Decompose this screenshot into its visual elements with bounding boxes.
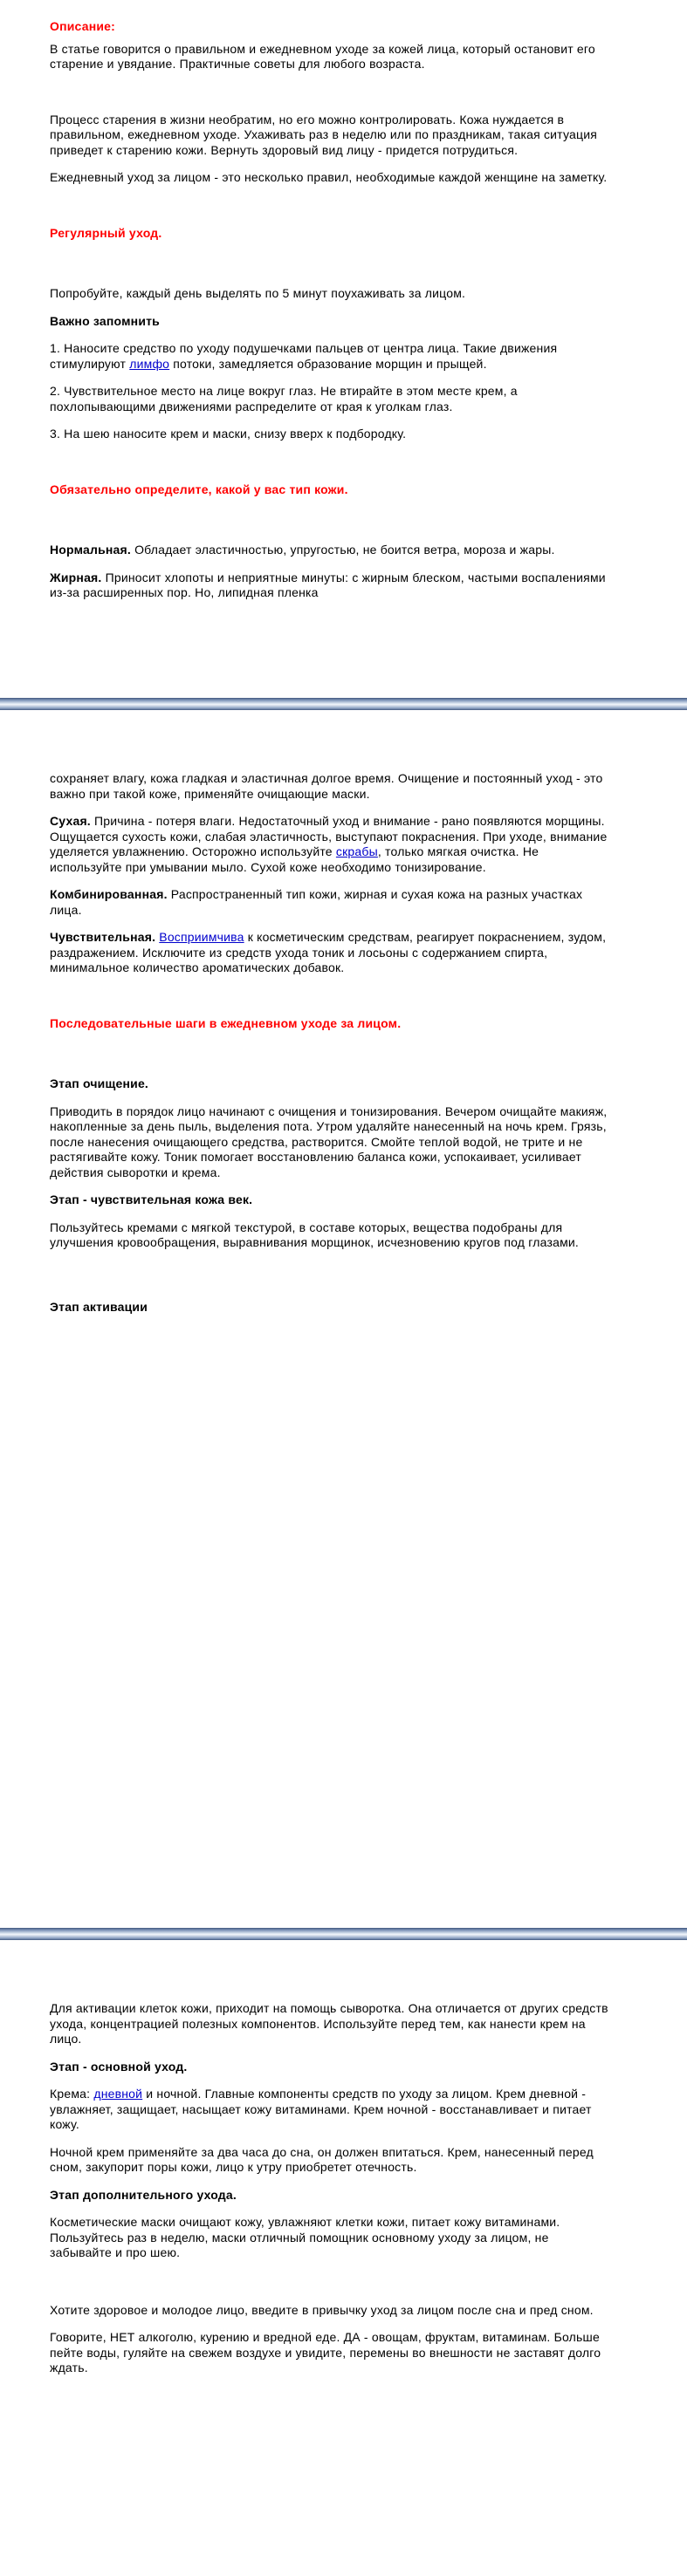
text-run: к косметическим средствам, реагирует покраснением, зудом, раздражением. Исключите из средств ухода тоник и лосьоны с содержанием спирта, минимальное количество ароматических добавок. [50,930,607,974]
subheading-stage-main-care [50,2060,614,2075]
subheading-stage-extra-care [50,2188,614,2204]
text-run: Этап активации [50,1299,148,1314]
text-run: потоки, замедляется образование морщин и прыщей. [169,356,487,371]
text-run: Хотите здоровое и молодое лицо, введите в привычку уход за лицом после сна и пред сном. [50,2302,594,2317]
text-run: Этап - основной уход. [50,2059,188,2074]
paragraph [50,2001,614,2047]
paragraph-skin-normal [50,543,614,558]
paragraph [50,2145,614,2176]
paragraph [50,42,614,72]
text-run: Приводить в порядок лицо начинают с очищения и тонизирования. Вечером очищайте макияж, накопленные за день пыль, выделения пота. Утром удаляйте нанесенный на ночь крем. Грязь, после нанесения очищающего средства, растворится. Смойте теплой водой, не трите и не растягивайте кожу. Тоник помогает восстановлению баланса кожи, успокаивает, усиливает действия сыворотки и крема. [50,1104,608,1179]
paragraph [50,771,614,802]
text-run-bold: Нормальная. [50,543,131,557]
text-run: Для активации клеток кожи, приходит на помощь сыворотка. Она отличается от других средств ухода, концентрацией полезных компонентов. Используйте перед тем, как нанести крем на лицо. [50,2001,608,2046]
text-run: Косметические маски очищают кожу, увлажняют клетки кожи, питает кожу витаминами. Пользуйтесь раз в неделю, маски отличный помощник основному уходу за лицом, не забывайте и про шею. [50,2215,560,2259]
text-run: Приносит хлопоты и неприятные минуты: с жирным блеском, частыми воспалениями из-за расширенных пор. Но, липидная пленка [50,570,606,599]
section-heading-skin-type [50,482,614,498]
paragraph [50,2215,614,2261]
paragraph-list-item-2 [50,384,614,414]
paragraph-skin-dry [50,814,614,875]
subheading-stage-eyelids [50,1192,614,1208]
paragraph-list-item-1 [50,341,614,372]
paragraph [50,1104,614,1181]
subheading-important [50,314,614,330]
paragraph [50,1220,614,1251]
text-run: Этап - чувствительная кожа век. [50,1192,253,1206]
paragraph [50,2303,614,2319]
text-run: Последовательные шаги в ежедневном уходе за лицом. [50,1015,402,1030]
description-heading [50,19,614,35]
text-run: Распространенный тип кожи, жирная и сухая кожа на разных участках лица. [50,887,583,917]
text-run-bold: Чувствительная. [50,930,160,944]
text-run: Этап очищение. [50,1076,149,1090]
section-heading-daily-steps [50,1016,614,1032]
paragraph-list-item-3 [50,427,614,442]
document-page-3 [0,1940,687,2576]
text-run-bold: Сухая. [50,814,91,828]
document-page-1 [0,0,687,698]
link-skraby[interactable]: скрабы [335,844,378,858]
text-run: , только мягкая очистка. Не используйте при умывании мыло. Сухой коже необходимо тонизирование. [50,844,539,874]
document-page-2 [0,710,687,1928]
link-vospriimchiva[interactable]: Восприимчива [159,930,244,944]
text-run-bold: Жирная. [50,570,102,584]
paragraph [50,170,614,186]
paragraph-creams [50,2087,614,2133]
text-run: 2. Чувствительное место на лице вокруг глаз. Не втирайте в этом месте крем, а похлопывающими движениями распределите от края к уголкам глаз. [50,384,518,413]
text-run: Крема: [50,2087,94,2101]
paragraph-skin-sensitive [50,930,614,976]
paragraph [50,286,614,302]
text-run: Ежедневный уход за лицом - это несколько правил, необходимые каждой женщине на заметку. [50,170,608,184]
link-limfo[interactable]: лимфо [129,356,170,371]
text-run: В статье говорится о правильном и ежедневном уходе за кожей лица, который остановит его старение и увядание. Практичные советы для любого возраста. [50,41,595,71]
page-separator [0,1928,687,1940]
text-run: Ночной крем применяйте за два часа до сна, он должен впитаться. Крем, нанесенный перед сном, закупорит поры кожи, лицо к утру приобретет отечность. [50,2144,594,2174]
text-run: и ночной. Главные компоненты средств по уходу за лицом. Крем дневной - увлажняет, защищает, насыщает кожу витаминами. Крем ночной - восстанавливает и питает кожу. [50,2087,592,2131]
section-heading-regular-care [50,226,614,242]
paragraph [50,113,614,159]
text-run: Причина - потеря влаги. Недостаточный уход и внимание - рано появляются морщины. Ощущается сухость кожи, слабая эластичность, выступают покраснения. При уходе, внимание уделяется увлажнению. Осторожно используйте [50,814,608,858]
paragraph-skin-combined [50,887,614,918]
text-run: Регулярный уход. [50,225,162,240]
text-run: Важно запомнить [50,313,160,328]
paragraph [50,2330,614,2376]
text-run-bold: Комбинированная. [50,887,168,901]
text-run: Процесс старения в жизни необратим, но его можно контролировать. Кожа нуждается в правильном, ежедневном уходе. Ухаживать раз в неделю или по праздникам, такая ситуация приведет к старению кожи. Вернуть здоровый вид лицу - придется потрудиться. [50,112,597,157]
subheading-stage-cleansing [50,1076,614,1092]
text-run: Этап дополнительного ухода. [50,2187,237,2202]
text-run: Попробуйте, каждый день выделять по 5 минут поухаживать за лицом. [50,286,466,300]
text-run: Описание: [50,19,116,33]
text-run: сохраняет влагу, кожа гладкая и эластичная долгое время. Очищение и постоянный уход - это важно при такой коже, применяйте очищающие маски. [50,771,603,801]
text-run: 1. Наносите средство по уходу подушечками пальцев от центра лица. Такие движения стимулируют [50,341,558,371]
text-run: Говорите, НЕТ алкоголю, курению и вредной еде. ДА - овощам, фруктам, витаминам. Больше пейте воды, гуляйте на свежем воздухе и увидите, перемены во внешности не заставят долго ждать. [50,2330,601,2374]
text-run: Обязательно определите, какой у вас тип кожи. [50,482,348,496]
page-separator [0,698,687,710]
subheading-stage-activation [50,1300,614,1315]
text-run: Пользуйтесь кремами с мягкой текстурой, в составе которых, вещества подобраны для улучшения кровообращения, выравнивания морщинок, исчезновению кругов под глазами. [50,1220,580,1249]
paragraph-skin-oily [50,571,614,601]
link-dnevnoy[interactable]: дневной [93,2087,143,2101]
text-run: 3. На шею наносите крем и маски, снизу вверх к подбородку. [50,427,407,441]
text-run: Обладает эластичностью, упругостью, не боится ветра, мороза и жары. [131,543,555,557]
